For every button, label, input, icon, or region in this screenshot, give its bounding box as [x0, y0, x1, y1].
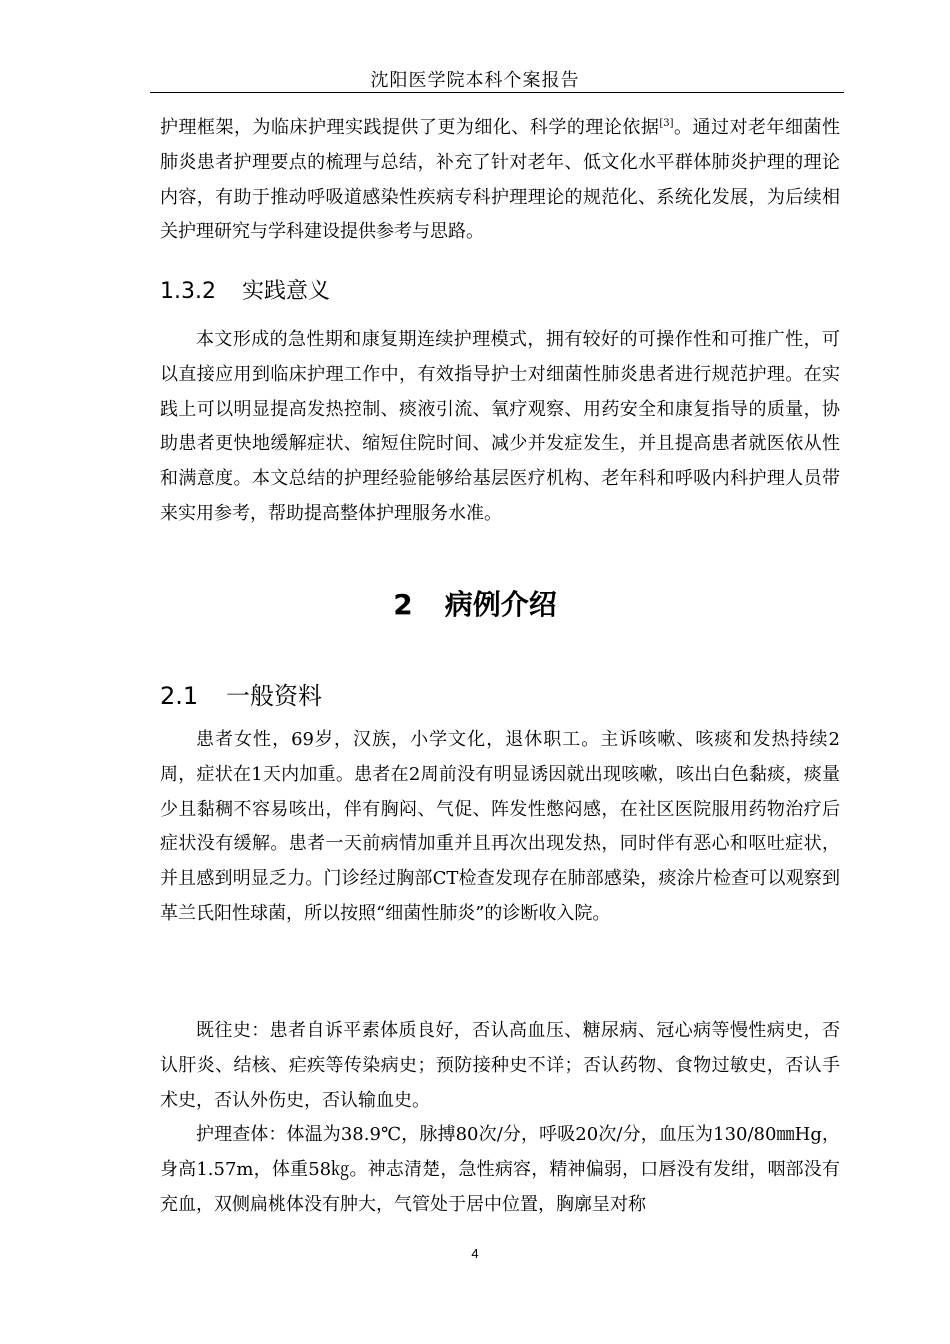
- header-title: 沈阳医学院本科个案报告: [370, 70, 580, 91]
- section-number: 2.1: [160, 682, 199, 710]
- intro-text-after-ref: 。通过对老年细菌性肺炎患者护理要点的梳理与总结，补充了针对老年、低文化水平群体肺炎护理的理论内容，有助于推动呼吸道感染性疾病专科护理理论的规范化、系统化发展，为后续相关护理研究与学科建设提供参考与思路。: [160, 117, 841, 243]
- page-number: 4: [471, 1246, 479, 1261]
- physical-exam-paragraph: 护理查体：体温为38.9℃，脉搏80次/分，呼吸20次/分，血压为130/80㎜Hg，身高1.57m，体重58㎏。神志清楚，急性病容，精神偏弱，口唇没有发绀，咽部没有充血，双侧扁桃体没有肿大，气管处于居中位置，胸廓呈对称: [160, 1124, 840, 1215]
- intro-text-before-ref: 护理框架，为临床护理实践提供了更为细化、科学的理论依据: [160, 117, 660, 138]
- section-number: 1.3.2: [160, 279, 216, 304]
- section-heading-2-1: [160, 676, 322, 711]
- intro-paragraph: [160, 111, 840, 250]
- past-history-paragraph: 既往史：患者自诉平素体质良好，否认高血压、糖尿病、冠心病等慢性病史，否认肝炎、结核、疟疾等传染病史；预防接种史不详；否认药物、食物过敏史，否认手术史，否认外伤史，否认输血史。: [160, 1020, 840, 1111]
- section-heading-1-3-2: [160, 274, 330, 305]
- header-divider: [150, 92, 844, 93]
- chapter-number: 2: [393, 588, 413, 621]
- chapter-title: 病例介绍: [444, 588, 557, 621]
- chapter-heading: [0, 583, 950, 623]
- practice-significance-paragraph: 本文形成的急性期和康复期连续护理模式，拥有较好的可操作性和可推广性，可以直接应用到临床护理工作中，有效指导护士对细菌性肺炎患者进行规范护理。在实践上可以明显提高发热控制、痰液引流、氧疗观察、用药安全和康复指导的质量，协助患者更快地缓解症状、缩短住院时间、减少并发症发生，并且提高患者就医依从性和满意度。本文总结的护理经验能够给基层医疗机构、老年科和呼吸内科护理人员带来实用参考，帮助提高整体护理服务水准。: [160, 329, 840, 524]
- section-title: 一般资料: [226, 682, 322, 710]
- case-history-paragraph: 患者女性，69岁，汉族，小学文化，退休职工。主诉咳嗽、咳痰和发热持续2周，症状在1天内加重。患者在2周前没有明显诱因就出现咳嗽，咳出白色黏痰，痰量少且黏稠不容易咳出，伴有胸闷、气促、阵发性憋闷感，在社区医院服用药物治疗后症状没有缓解。患者一天前病情加重并且再次出现发热，同时伴有恶心和呕吐症状，并且感到明显乏力。门诊经过胸部CT检查发现存在肺部感染，痰涂片检查可以观察到革兰氏阳性球菌，所以按照“细菌性肺炎”的诊断收入院。: [160, 729, 840, 924]
- section-title: 实践意义: [242, 279, 331, 304]
- citation-ref[interactable]: [3]: [659, 118, 674, 129]
